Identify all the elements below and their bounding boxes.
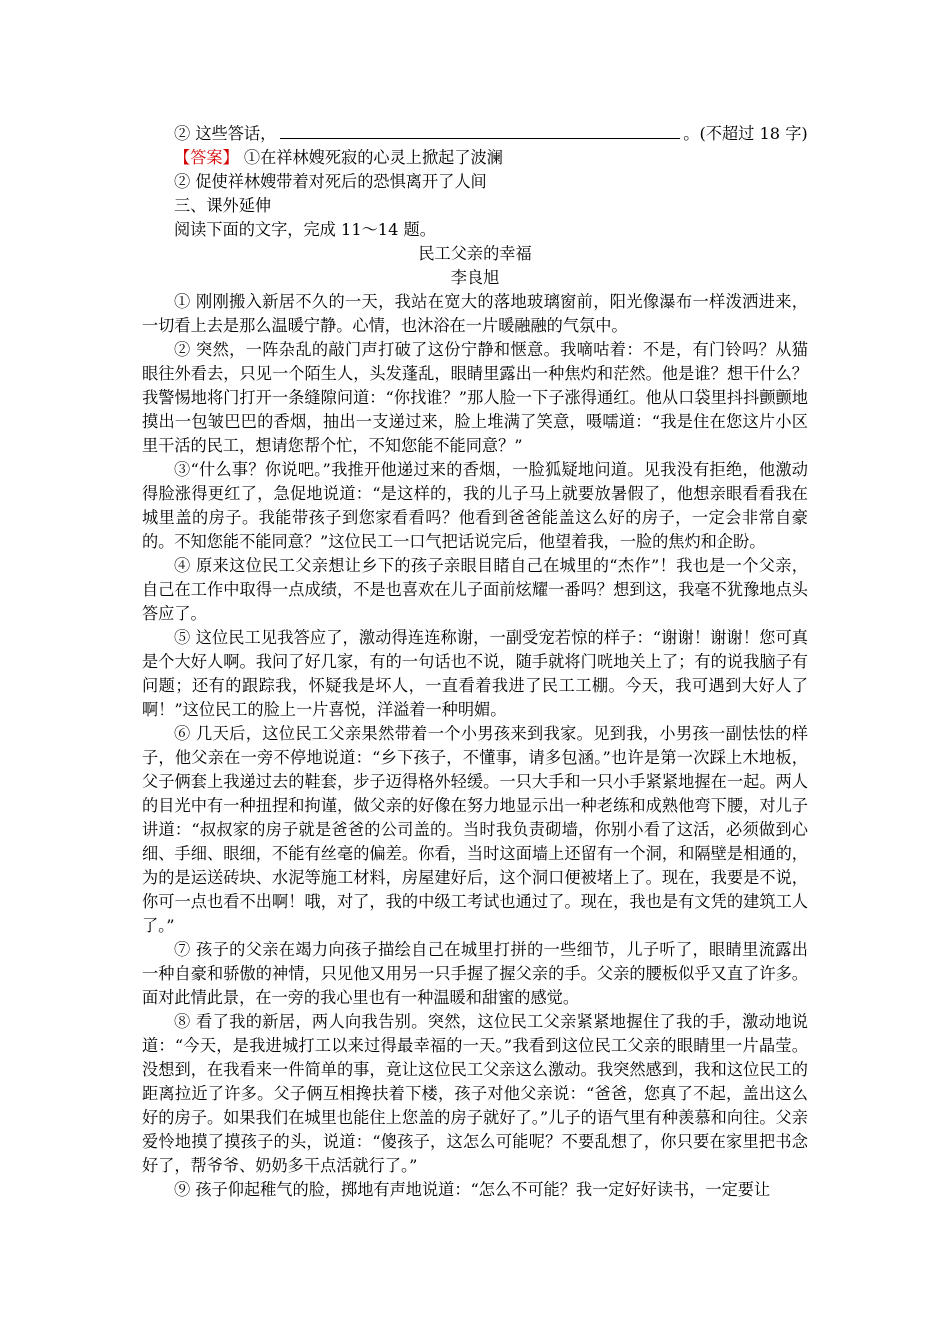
question-2-line: [142, 122, 808, 146]
article-paragraph-2: ② 突然，一阵杂乱的敲门声打破了这份宁静和惬意。我嘀咕着：不是，有门铃吗？从猫眼往外看去，只见一个陌生人，头发蓬乱，眼睛里露出一种焦灼和茫然。他是谁？想干什么？我警惕地将门打开一条缝隙问道：“你找谁？”那人脸一下子涨得通红。他从口袋里抖抖颤颤地摸出一包皱巴巴的香烟，抽出一支递过来，脸上堆满了笑意，嗫嚅道：“我是住在您这片小区里干活的民工，想请您帮个忙，不知您能不能同意？”: [142, 340, 808, 455]
section-title: 三、课外延伸: [174, 196, 272, 215]
answer-tag: 【答案】: [174, 148, 239, 167]
answer-text-2: ② 促使祥林嫂带着对死后的恐惧离开了人间: [174, 172, 487, 191]
answer-line-2: [142, 170, 808, 194]
article-paragraph-8: ⑧ 看了我的新居，两人向我告别。突然，这位民工父亲紧紧地握住了我的手，激动地说道：“今天，是我进城打工以来过得最幸福的一天。”我看到这位民工父亲的眼睛里一片晶莹。没想到，在我看来一件简单的事，竟让这位民工父亲这么激动。我突然感到，我和这位民工的距离拉近了许多。父子俩互相搀扶着下楼，孩子对他父亲说：“爸爸，您真了不起，盖出这么好的房子。如果我们在城里也能住上您盖的房子就好了。”儿子的语气里有种羡慕和向往。父亲爱怜地摸了摸孩子的头，说道：“傻孩子，这怎么可能呢？不要乱想了，你只要在家里把书念好了，帮爷爷、奶奶多干点活就行了。”: [142, 1012, 808, 1175]
article-paragraph-9: ⑨ 孩子仰起稚气的脸，掷地有声地说道：“怎么不可能？我一定好好读书，一定要让: [174, 1180, 771, 1199]
article-author: 李良旭: [450, 268, 500, 287]
answer-text-1: ①在祥林嫂死寂的心灵上掀起了波澜: [238, 148, 503, 167]
article-title: 民工父亲的幸福: [418, 244, 532, 263]
answer-blank[interactable]: [280, 124, 680, 139]
article-paragraph-7: ⑦ 孩子的父亲在竭力向孩子描绘自己在城里打拼的一些细节，儿子听了，眼睛里流露出一种自豪和骄傲的神情，只见他又用另一只手握了握父亲的手。父亲的腰板似乎又直了许多。面对此情此景，在一旁的我心里也有一种温暖和甜蜜的感觉。: [142, 940, 808, 1007]
article-paragraph-5: ⑤ 这位民工见我答应了，激动得连连称谢，一副受宠若惊的样子：“谢谢！谢谢！您可真是个大好人啊。我问了好几家，有的一句话也不说，随手就将门咣地关上了；有的说我脑子有问题；还有的跟踪我，怀疑我是坏人，一直看着我进了民工工棚。今天，我可遇到大好人了啊！”这位民工的脸上一片喜悦，洋溢着一种明媚。: [142, 628, 808, 719]
article-paragraph-6: ⑥ 几天后，这位民工父亲果然带着一个小男孩来到我家。见到我，小男孩一副怯怯的样子，他父亲在一旁不停地说道：“乡下孩子，不懂事，请多包涵。”也许是第一次踩上木地板，父子俩套上我递过去的鞋套，步子迈得格外轻缓。一只大手和一只小手紧紧地握在一起。两人的目光中有一种扭捏和拘谨，做父亲的好像在努力地显示出一种老练和成熟他弯下腰，对儿子讲道：“叔叔家的房子就是爸爸的公司盖的。当时我负责砌墙，你别小看了这活，必须做到心细、手细、眼细，不能有丝毫的偏差。你看，当时这面墙上还留有一个洞，和隔壁是相通的，为的是运送砖块、水泥等施工材料，房屋建好后，这个洞口便被堵上了。现在，我要是不说，你可一点也看不出啊！哦，对了，我的中级工考试也通过了。现在，我也是有文凭的建筑工人了。”: [142, 724, 808, 935]
answer-line-1: [142, 146, 808, 170]
article-paragraph-4: ④ 原来这位民工父亲想让乡下的孩子亲眼目睹自己在城里的“杰作”！我也是一个父亲，自己在工作中取得一点成绩，不是也喜欢在儿子面前炫耀一番吗？想到这，我毫不犹豫地点头答应了。: [142, 556, 808, 623]
question-2-prefix: ② 这些答话，: [174, 124, 277, 143]
article-paragraph-1: ① 刚刚搬入新居不久的一天，我站在宽大的落地玻璃窗前，阳光像瀑布一样泼洒进来，一切看上去是那么温暖宁静。心情，也沐浴在一片暖融融的气氛中。: [142, 292, 808, 335]
article-paragraph-3: ③“什么事？你说吧。”我推开他递过来的香烟，一脸狐疑地问道。见我没有拒绝，他激动得脸涨得更红了，急促地说道：“是这样的，我的儿子马上就要放暑假了，他想亲眼看看我在城里盖的房子。我能带孩子到您家看看吗？他看到爸爸能盖这么好的房子，一定会非常自豪的。不知您能不能同意？”这位民工一口气把话说完后，他望着我，一脸的焦灼和企盼。: [142, 460, 808, 551]
instruction: 阅读下面的文字，完成 11～14 题。: [174, 220, 436, 239]
question-2-suffix: 。(不超过 18 字): [683, 124, 808, 143]
document-content: [142, 122, 808, 1202]
